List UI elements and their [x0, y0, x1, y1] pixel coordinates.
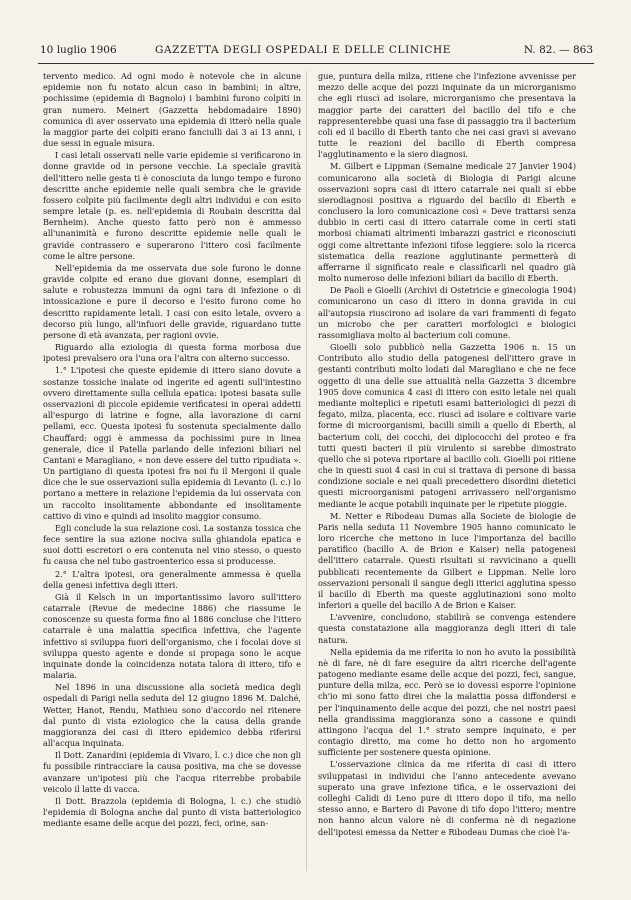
paragraph: De Paoli e Gioelli (Archivi di Ostetricie e ginecologia 1904) comunicarono un caso di ittero in donna gravida in cui all'autopsia riuscirono ad isolare da vari frammenti di fegato un microbo che per caratteri morfologici e biologici rassomigliava molto al bacterium coli comune.	[318, 285, 576, 340]
paragraph: Riguardo alla eziologia di questa forma morbosa due ipotesi prevalsero ora l'una ora l'altra con alterno successo.	[43, 342, 301, 364]
paragraph: Nel 1896 in una discussione alla società medica degli ospedali di Parigi nella seduta del 12 giugno 1896 M. Dalché, Wetter, Hanot, Rendu, Mathieu sono d'accordo nel ritenere dal punto di vista eziologico che la causa della grande maggioranza dei casi di ittero epidemico debba riferirsi all'acqua inquinata.	[43, 682, 301, 749]
paragraph: L'osservazione clinica da me riferita di casi di ittero sviluppatasi in individui che l'anno antecedente avevano superato una grave infezione tifica, e le osservazioni dei colleghi Calidi di Leno pure di ittero dopo il tifo, ma nello stesso anno, e Bartero di Pavone di tifo dopo l'ittero; mentre non hanno alcun valore nè di conferma nè di negazione dell'ipotesi emessa da Netter e Ribodeau Dumas che cioè l'a-	[318, 759, 576, 837]
paragraph: M. Netter e Ribodeau Dumas alla Societe de biologie de Paris nella seduta 11 Novembre 1905 hanno comunicato le loro ricerche che mettono in luce l'importanza del bacillo paratifico (bacillo A. de Brion e Kaiser) nella patogenesi dell'ittero catarrale. Questi risultati si ravvicinano a quelli pubblicati recentemente da Gilbert e Lippman. Nelle loro osservazioni personali il sangue degli itterici agglutina spesso il bacillo di Eberth ma queste agglutinazioni sono molto inferiori a quelle del bacillo A de Brion e Kaiser.	[318, 510, 576, 611]
column-divider	[306, 71, 307, 871]
paragraph: Il Dott. Zanardini (epidemia di Vivaro, l. c.) dice che non gli fu possibile rintracciare la causa positiva, ma che se dovesse avanzare un'ipotesi più che l'acqua riterrebbe probabile veicolo il latte di vacca.	[43, 750, 301, 794]
paragraph: I casi letali osservati nelle varie epidemie si verificarono in donne gravide od in persone vecchie. La speciale gravità dell'ittero nelle gesta ti è conosciuta da lungo tempo e furono descritte anche epidemie nelle quali sembra che le gravide fossero colpite più facilmente degli altri individui e con esito sempre letale (p. es. nell'epidemia di Roubain descritta dal Bernheim). Anche questo fatto però non è ammesso all'unanimità e furono descritte epidemie nelle quali le gravide contrassero e superarono l'ittero così facilmente come le altre persone.	[43, 150, 301, 261]
paragraph: gue, puntura della milza, ritiene che l'infezione avvenisse per mezzo delle acque dei pozzi inquinate da un microrganismo che egli riuscì ad isolare, microrganismo che presentava la maggior parte dei caratteri del bacillo del tifo e che rappresenterebbe quasi una fase di passaggio tra il bacterium coli ed il bacillo di Eberth tanto che nei casi gravi si avevano tutte le reazioni del bacillo di Eberth compresa l'agglutinamento e la siero diagnosi.	[318, 71, 576, 160]
paragraph: Egli conclude la sua relazione così. La sostanza tossica che fece sentire la sua azione nociva sulla ghiandola epatica e suoi dotti escretori o era contenuta nel vino stesso, o questo fu causa che nel tubo gastroenterico essa si producesse.	[43, 522, 301, 567]
paragraph: tervento medico. Ad ogni modo è notevole che in alcune epidemie non fu notato alcun caso in bambini; in altre, pochissime (epidemia di Bagnolo) i bambini furono colpiti in gran numero. Meinert (Gazzetta hebdomadaire 1890) comunica di aver osservato una epidemia di itterò nella quale la maggior parte dei colpiti erano fanciulli dai 3 ai 13 anni, i due sessi in eguale misura.	[43, 71, 301, 149]
left-column	[43, 71, 301, 876]
header-journal-title: GAZZETTA DEGLI OSPEDALI E DELLE CLINICHE	[155, 44, 452, 56]
paragraph: 1.° L'ipotesi che queste epidemie di ittero siano dovute a sostanze tossiche inalate od ingerite ed agenti sull'intestino ovvero direttamente sulla cellula epatica: ipotesi basata sulle osservazioni di piccole epidemie verificatesi in operai addetti all'espurgo di latrine e fogne, alla lavorazione di carni pellami, ecc. Questa ipotesi fu sostenuta specialmente dallo Chauffard: oggi è ammessa da pochissimi pure in linea generale, dice il Patella parlando delle infezioni biliari nel Cantani e Maragliano, « non deve essere del tutto ripudiata ». Un partigiano di questa ipotesi fra noi fu il Mergoni il quale dice che le sue osservazioni sulla epidemia di Levanto (l. c.) lo portano a mettere in relazione l'epidemia da lui osservata con un raccolto insolitamente abbondante ed insolitamente cattivo di vino e quindi ad insolito maggior consumo.	[43, 365, 301, 521]
paragraph: Il Dott. Brazzola (epidemia di Bologna, l. c.) che studiò l'epidemia di Bologna anche dal punto di vista batteriologico mediante esame delle acque dei pozzi, feci, orine, san-	[43, 796, 301, 829]
paragraph: Nella epidemia da me riferita io non ho avuto la possibilità nè di fare, nè di fare eseguire da altri ricerche dell'agente patogeno mediante esame delle acque dei pozzi, feci, sangue, punture della milza, ecc. Però se io dovessi esporre l'opinione ch'io mi sono fatto direi che la malattia possa diffondersi e per l'inquinamento delle acque dei pozzi, che nei nostri paesi nella grandissima maggioranza sono a cassone e quindi attingono l'acqua del 1.° strato sempre inquinato, e per contagio diretto, ma come ho detto non ho argomento sufficiente per sostenere questa opinione.	[318, 646, 576, 758]
paragraph: Nell'epidemia da me osservata due sole furono le donne gravide colpite ed erano due giovani donne, esemplari di salute e robustezza immuni da ogni tara di infezione o di intossicazione e pure il decorso e l'esito furono come ho descritto rapidamente letali. I casi con esito letale, ovvero a decorso più lungo, all'infuori delle gravide, riguardano tutte persone di età avanzata, per ragioni ovvie.	[43, 262, 301, 340]
paragraph: Già il Kelsch in un importantissimo lavoro sull'ittero catarrale (Revue de medecine 1886) che riassume le conoscenze su questa forma fino al 1886 concluse che l'ittero catarrale è una malattia specifica infettiva, che l'agente infettivo si sviluppa fuori dell'organismo, che i focolai dove si sviluppa questo agente e donde si propaga sono le acque inquinate donde la coincidenza notata talora di ittero, tifo e malaria.	[43, 591, 301, 681]
header-date: 10 luglio 1906	[40, 44, 117, 56]
right-column	[318, 71, 576, 876]
paragraph: Gioelli solo pubblicò nella Gazzetta 1906 n. 15 un Contributo allo studio della patogenesi dell'ittero grave in gestanti contributi molto lodati dal Maragliano e che ne fece oggetto di una delle sue attualità nella Gazzetta 3 dicembre 1905 dove comunica 4 casi di ittero con esito letale nei quali mediante molteplici e ripetuti esami batteriologici di pezzi di fegato, milza, placenta, ecc. riuscì ad isolare e coltivare varie forme di microorganismi, bacilli simili a quello di Eberth, al bacterium coli, dei cocchi, dei diplococchi del proteo e fra tutti questi bacteri il più virulento si sarebbe dimostrato quello che si poteva riportare al bacillo coli. Gioelli poi ritiene che in questi suoi 4 casi in cui si trattava di persone di bassa condizione sociale e nei quali precedettero disordini dietetici questi microorganismi patogeni arrivassero nell'organismo mediante le acque potabili inquinate per le ripetute pioggie.	[318, 342, 576, 509]
running-header	[40, 44, 593, 60]
paragraph: 2.° L'altra ipotesi, ora generalmente ammessa è quella della genesi infettiva degli itteri.	[43, 568, 301, 590]
header-issue-page: N. 82. — 863	[523, 44, 593, 56]
header-rule	[38, 63, 594, 64]
paragraph: L'avvenire, concludono, stabilirà se convenga estendere questa constatazione alla maggioranza degli itteri di tale natura.	[318, 612, 576, 645]
paragraph: M. Gilbert e Lippman (Semaine medicale 27 Janvier 1904) comunicarono alla società di Biologia di Parigi alcune osservazioni sopra casi di ittero catarrale nei quali si ebbe sierodiagnosi positiva a riguardo del bacillo di Eberth e conclusero la loro comunicazione così « Deve trattarsi senza dubbio in certi casi di ittero catarrale come in certi stati morbosi chiamati altrimenti imbarazzi gastrici e riconosciuti oggi come altrettante infezioni tifose leggiere: solo la ricerca sistematica della reazione agglutinante permetterà di afferrarne il significato reale e classificarli nel quadro già molto numeroso delle infezioni biliari da bacillo di Eberth.	[318, 161, 576, 284]
